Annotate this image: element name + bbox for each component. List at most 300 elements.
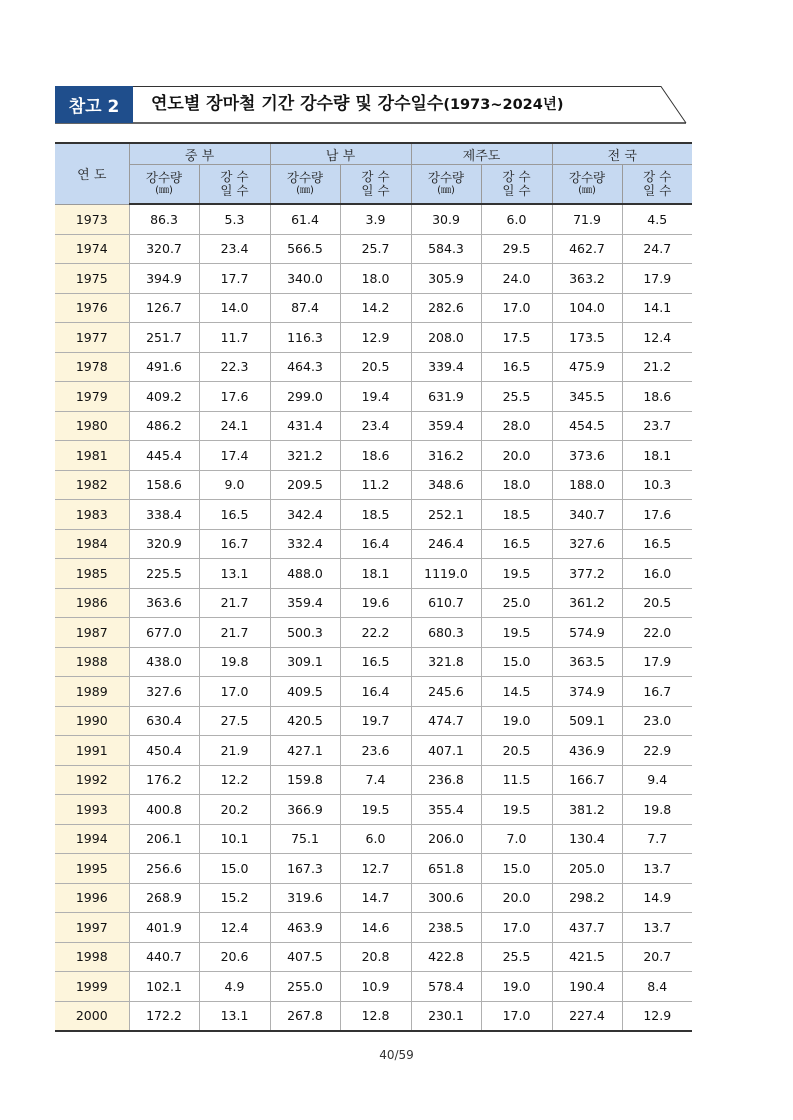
rainy-days-cell: 22.3 [199,352,270,382]
rainfall-amount-cell: 332.4 [270,529,340,559]
year-cell: 1978 [55,352,129,382]
rainy-days-cell: 7.0 [481,824,552,854]
rainfall-amount-cell: 340.0 [270,264,340,294]
rainfall-amount-cell: 252.1 [411,500,481,530]
table-row [55,293,692,323]
rainfall-amount-cell: 305.9 [411,264,481,294]
year-cell: 1998 [55,942,129,972]
rainfall-amount-cell: 173.5 [552,323,622,353]
rainy-days-cell: 14.6 [340,913,411,943]
year-cell: 1979 [55,382,129,412]
rainy-days-cell: 19.5 [481,795,552,825]
rainfall-amount-cell: 363.5 [552,647,622,677]
rainfall-amount-cell: 104.0 [552,293,622,323]
year-cell: 1974 [55,234,129,264]
rainfall-amount-cell: 255.0 [270,972,340,1002]
year-cell: 1990 [55,706,129,736]
rainy-days-cell: 19.8 [622,795,692,825]
year-column-header: 연 도 [55,143,129,204]
rainy-days-cell: 14.2 [340,293,411,323]
days-label-bottom: 일수 [502,183,535,198]
amount-label: 강수량 [568,170,606,185]
rainy-days-cell: 12.9 [340,323,411,353]
table-row [55,441,692,471]
table-row [55,323,692,353]
rainfall-amount-cell: 166.7 [552,765,622,795]
rainy-days-cell: 16.5 [481,352,552,382]
year-cell: 1982 [55,470,129,500]
rainfall-amount-cell: 321.8 [411,647,481,677]
rainy-days-cell: 11.2 [340,470,411,500]
rainy-days-cell: 12.2 [199,765,270,795]
rainfall-amount-cell: 420.5 [270,706,340,736]
rainfall-amount-cell: 438.0 [129,647,199,677]
rainfall-amount-cell: 61.4 [270,204,340,234]
rainfall-amount-cell: 409.5 [270,677,340,707]
rainy-days-cell: 16.7 [622,677,692,707]
table-row [55,618,692,648]
rainy-days-cell: 14.5 [481,677,552,707]
rainfall-amount-cell: 366.9 [270,795,340,825]
days-header [481,165,552,205]
rainy-days-cell: 6.0 [340,824,411,854]
rainy-days-cell: 18.5 [481,500,552,530]
table-row [55,913,692,943]
rainfall-amount-cell: 400.8 [129,795,199,825]
page-title [151,86,563,123]
rainy-days-cell: 18.5 [340,500,411,530]
rainy-days-cell: 12.4 [199,913,270,943]
rainfall-amount-cell: 381.2 [552,795,622,825]
table-row [55,795,692,825]
amount-header [411,165,481,205]
table-row [55,1001,692,1031]
rainy-days-cell: 17.0 [481,293,552,323]
year-cell: 1988 [55,647,129,677]
rainfall-amount-cell: 630.4 [129,706,199,736]
rainy-days-cell: 17.9 [622,264,692,294]
rainy-days-cell: 19.5 [481,559,552,589]
rainy-days-cell: 20.8 [340,942,411,972]
table-row [55,559,692,589]
rainfall-amount-cell: 361.2 [552,588,622,618]
rainfall-amount-cell: 651.8 [411,854,481,884]
rainfall-amount-cell: 299.0 [270,382,340,412]
rainy-days-cell: 13.7 [622,854,692,884]
rainy-days-cell: 29.5 [481,234,552,264]
table-row [55,972,692,1002]
rainy-days-cell: 17.9 [622,647,692,677]
title-years: (1973~2024년) [443,97,564,113]
rainy-days-cell: 8.4 [622,972,692,1002]
year-cell: 1996 [55,883,129,913]
rainfall-amount-cell: 431.4 [270,411,340,441]
rainy-days-cell: 15.0 [481,647,552,677]
rainy-days-cell: 25.7 [340,234,411,264]
amount-label: 강수량 [145,170,183,185]
rainy-days-cell: 9.4 [622,765,692,795]
rainfall-amount-cell: 407.1 [411,736,481,766]
rainy-days-cell: 19.5 [481,618,552,648]
rainy-days-cell: 10.9 [340,972,411,1002]
rainy-days-cell: 18.1 [622,441,692,471]
rainfall-amount-cell: 450.4 [129,736,199,766]
days-label-top: 강수 [502,169,535,184]
rainy-days-cell: 14.0 [199,293,270,323]
table-row [55,736,692,766]
title-banner [55,86,687,124]
year-cell: 1993 [55,795,129,825]
rainy-days-cell: 18.6 [622,382,692,412]
rainy-days-cell: 19.0 [481,706,552,736]
rainy-days-cell: 24.7 [622,234,692,264]
rainfall-amount-cell: 463.9 [270,913,340,943]
amount-header [270,165,340,205]
table-row [55,411,692,441]
rainy-days-cell: 17.4 [199,441,270,471]
rainfall-amount-cell: 610.7 [411,588,481,618]
rainfall-amount-cell: 205.0 [552,854,622,884]
rainfall-amount-cell: 566.5 [270,234,340,264]
days-label-top: 강수 [643,169,676,184]
rainy-days-cell: 17.0 [481,913,552,943]
days-label-bottom: 일수 [643,183,676,198]
days-label-top: 강수 [220,169,253,184]
rainfall-amount-cell: 309.1 [270,647,340,677]
rainfall-amount-cell: 509.1 [552,706,622,736]
rainy-days-cell: 16.5 [199,500,270,530]
table-row [55,234,692,264]
year-cell: 1997 [55,913,129,943]
rainfall-amount-cell: 578.4 [411,972,481,1002]
rainfall-amount-cell: 421.5 [552,942,622,972]
rainy-days-cell: 19.5 [340,795,411,825]
rainy-days-cell: 19.4 [340,382,411,412]
rainfall-amount-cell: 251.7 [129,323,199,353]
rainfall-amount-cell: 130.4 [552,824,622,854]
header-row-regions [55,143,692,165]
rainy-days-cell: 23.4 [340,411,411,441]
rainfall-amount-cell: 377.2 [552,559,622,589]
rainfall-amount-cell: 363.2 [552,264,622,294]
rainy-days-cell: 23.0 [622,706,692,736]
rainfall-amount-cell: 116.3 [270,323,340,353]
year-cell: 1989 [55,677,129,707]
table-row [55,529,692,559]
year-cell: 1991 [55,736,129,766]
rainy-days-cell: 6.0 [481,204,552,234]
rainy-days-cell: 18.0 [481,470,552,500]
rainfall-amount-cell: 71.9 [552,204,622,234]
amount-unit: (㎜) [578,185,596,196]
rainy-days-cell: 12.4 [622,323,692,353]
days-label-top: 강수 [361,169,394,184]
amount-unit: (㎜) [296,185,314,196]
year-cell: 1992 [55,765,129,795]
rainfall-amount-cell: 584.3 [411,234,481,264]
table-row [55,854,692,884]
table-row [55,677,692,707]
rainfall-amount-cell: 158.6 [129,470,199,500]
rainfall-table [55,142,692,1032]
rainfall-amount-cell: 327.6 [129,677,199,707]
rainy-days-cell: 20.5 [481,736,552,766]
amount-label: 강수량 [427,170,465,185]
rainy-days-cell: 21.7 [199,618,270,648]
rainfall-amount-cell: 320.9 [129,529,199,559]
table-row [55,588,692,618]
year-cell: 1985 [55,559,129,589]
amount-unit: (㎜) [437,185,455,196]
days-header [622,165,692,205]
rainy-days-cell: 17.6 [622,500,692,530]
rainfall-amount-cell: 486.2 [129,411,199,441]
rainfall-amount-cell: 339.4 [411,352,481,382]
rainy-days-cell: 19.7 [340,706,411,736]
rainfall-amount-cell: 320.7 [129,234,199,264]
rainfall-amount-cell: 238.5 [411,913,481,943]
year-cell: 1975 [55,264,129,294]
rainfall-amount-cell: 267.8 [270,1001,340,1031]
rainy-days-cell: 18.0 [340,264,411,294]
rainfall-amount-cell: 359.4 [411,411,481,441]
rainy-days-cell: 15.2 [199,883,270,913]
rainfall-amount-cell: 374.9 [552,677,622,707]
rainy-days-cell: 20.0 [481,441,552,471]
rainfall-amount-cell: 176.2 [129,765,199,795]
rainy-days-cell: 16.7 [199,529,270,559]
rainfall-amount-cell: 316.2 [411,441,481,471]
rainy-days-cell: 22.0 [622,618,692,648]
rainy-days-cell: 16.0 [622,559,692,589]
table-row [55,500,692,530]
rainy-days-cell: 25.5 [481,942,552,972]
rainfall-amount-cell: 321.2 [270,441,340,471]
rainy-days-cell: 15.0 [481,854,552,884]
region-header-jeju: 제주도 [411,143,552,165]
year-cell: 1980 [55,411,129,441]
days-header [199,165,270,205]
rainfall-amount-cell: 631.9 [411,382,481,412]
year-cell: 1999 [55,972,129,1002]
rainfall-amount-cell: 401.9 [129,913,199,943]
table-row [55,470,692,500]
region-header-southern: 남 부 [270,143,411,165]
table-row [55,706,692,736]
rainy-days-cell: 16.5 [340,647,411,677]
rainy-days-cell: 16.4 [340,677,411,707]
year-cell: 1987 [55,618,129,648]
rainy-days-cell: 7.4 [340,765,411,795]
rainy-days-cell: 17.0 [199,677,270,707]
rainfall-amount-cell: 409.2 [129,382,199,412]
rainfall-amount-cell: 436.9 [552,736,622,766]
rainfall-amount-cell: 491.6 [129,352,199,382]
rainfall-amount-cell: 422.8 [411,942,481,972]
year-cell: 1973 [55,204,129,234]
table-row [55,264,692,294]
table-row [55,382,692,412]
rainy-days-cell: 11.5 [481,765,552,795]
rainy-days-cell: 20.5 [622,588,692,618]
rainfall-amount-cell: 407.5 [270,942,340,972]
rainy-days-cell: 21.7 [199,588,270,618]
rainy-days-cell: 17.6 [199,382,270,412]
rainy-days-cell: 23.4 [199,234,270,264]
rainy-days-cell: 17.7 [199,264,270,294]
rainy-days-cell: 16.5 [622,529,692,559]
rainy-days-cell: 15.0 [199,854,270,884]
table-row [55,647,692,677]
rainy-days-cell: 24.1 [199,411,270,441]
rainfall-amount-cell: 86.3 [129,204,199,234]
rainy-days-cell: 13.1 [199,1001,270,1031]
rainy-days-cell: 10.3 [622,470,692,500]
rainfall-amount-cell: 348.6 [411,470,481,500]
rainfall-amount-cell: 680.3 [411,618,481,648]
rainy-days-cell: 19.0 [481,972,552,1002]
rainfall-amount-cell: 488.0 [270,559,340,589]
rainfall-amount-cell: 475.9 [552,352,622,382]
year-cell: 1976 [55,293,129,323]
rainy-days-cell: 20.6 [199,942,270,972]
rainfall-amount-cell: 298.2 [552,883,622,913]
table-row [55,942,692,972]
rainfall-amount-cell: 256.6 [129,854,199,884]
year-cell: 1977 [55,323,129,353]
rainfall-amount-cell: 246.4 [411,529,481,559]
region-header-central: 중 부 [129,143,270,165]
rainfall-amount-cell: 1119.0 [411,559,481,589]
rainfall-amount-cell: 300.6 [411,883,481,913]
rainfall-amount-cell: 126.7 [129,293,199,323]
rainy-days-cell: 18.6 [340,441,411,471]
rainfall-amount-cell: 245.6 [411,677,481,707]
rainy-days-cell: 23.6 [340,736,411,766]
rainfall-amount-cell: 327.6 [552,529,622,559]
days-header [340,165,411,205]
rainy-days-cell: 18.1 [340,559,411,589]
rainfall-amount-cell: 462.7 [552,234,622,264]
rainy-days-cell: 20.7 [622,942,692,972]
rainy-days-cell: 7.7 [622,824,692,854]
rainfall-amount-cell: 373.6 [552,441,622,471]
rainy-days-cell: 21.9 [199,736,270,766]
rainy-days-cell: 11.7 [199,323,270,353]
amount-header [129,165,199,205]
rainy-days-cell: 12.9 [622,1001,692,1031]
table-row [55,352,692,382]
year-cell: 1983 [55,500,129,530]
table-row [55,883,692,913]
rainfall-amount-cell: 227.4 [552,1001,622,1031]
rainfall-amount-cell: 282.6 [411,293,481,323]
rainy-days-cell: 20.0 [481,883,552,913]
rainfall-amount-cell: 188.0 [552,470,622,500]
table-row [55,204,692,234]
amount-unit: (㎜) [155,185,173,196]
rainy-days-cell: 9.0 [199,470,270,500]
table-body [55,204,692,1031]
rainy-days-cell: 12.8 [340,1001,411,1031]
rainfall-amount-cell: 209.5 [270,470,340,500]
rainy-days-cell: 4.5 [622,204,692,234]
rainfall-amount-cell: 363.6 [129,588,199,618]
table-row [55,824,692,854]
rainy-days-cell: 5.3 [199,204,270,234]
rainfall-amount-cell: 30.9 [411,204,481,234]
rainy-days-cell: 16.5 [481,529,552,559]
year-cell: 1995 [55,854,129,884]
rainy-days-cell: 10.1 [199,824,270,854]
rainy-days-cell: 19.8 [199,647,270,677]
page-number: 40/59 [379,1048,414,1062]
rainfall-amount-cell: 338.4 [129,500,199,530]
rainfall-amount-cell: 464.3 [270,352,340,382]
rainfall-amount-cell: 319.6 [270,883,340,913]
rainy-days-cell: 17.5 [481,323,552,353]
rainy-days-cell: 12.7 [340,854,411,884]
rainfall-amount-cell: 440.7 [129,942,199,972]
rainfall-amount-cell: 359.4 [270,588,340,618]
days-label-bottom: 일수 [361,183,394,198]
rainy-days-cell: 17.0 [481,1001,552,1031]
rainy-days-cell: 14.7 [340,883,411,913]
table-row [55,765,692,795]
amount-label: 강수량 [286,170,324,185]
rainfall-amount-cell: 159.8 [270,765,340,795]
rainy-days-cell: 24.0 [481,264,552,294]
region-header-national: 전 국 [552,143,692,165]
rainy-days-cell: 22.9 [622,736,692,766]
rainfall-amount-cell: 394.9 [129,264,199,294]
rainfall-amount-cell: 230.1 [411,1001,481,1031]
rainy-days-cell: 14.1 [622,293,692,323]
rainfall-amount-cell: 445.4 [129,441,199,471]
rainfall-amount-cell: 342.4 [270,500,340,530]
amount-header [552,165,622,205]
rainy-days-cell: 19.6 [340,588,411,618]
rainfall-amount-cell: 268.9 [129,883,199,913]
rainy-days-cell: 14.9 [622,883,692,913]
rainfall-amount-cell: 500.3 [270,618,340,648]
rainfall-amount-cell: 75.1 [270,824,340,854]
year-cell: 2000 [55,1001,129,1031]
rainfall-amount-cell: 172.2 [129,1001,199,1031]
rainfall-amount-cell: 206.0 [411,824,481,854]
rainfall-amount-cell: 206.1 [129,824,199,854]
rainy-days-cell: 28.0 [481,411,552,441]
rainy-days-cell: 27.5 [199,706,270,736]
rainfall-amount-cell: 87.4 [270,293,340,323]
rainfall-amount-cell: 225.5 [129,559,199,589]
reference-badge: 참고 2 [55,86,133,123]
rainfall-amount-cell: 427.1 [270,736,340,766]
rainfall-amount-cell: 474.7 [411,706,481,736]
year-cell: 1986 [55,588,129,618]
rainy-days-cell: 21.2 [622,352,692,382]
rainfall-amount-cell: 437.7 [552,913,622,943]
rainy-days-cell: 25.0 [481,588,552,618]
rainy-days-cell: 13.1 [199,559,270,589]
rainfall-amount-cell: 677.0 [129,618,199,648]
rainy-days-cell: 20.5 [340,352,411,382]
rainfall-amount-cell: 340.7 [552,500,622,530]
rainy-days-cell: 20.2 [199,795,270,825]
rainy-days-cell: 23.7 [622,411,692,441]
title-main: 연도별 장마철 기간 강수량 및 강수일수 [151,94,444,114]
rainy-days-cell: 3.9 [340,204,411,234]
